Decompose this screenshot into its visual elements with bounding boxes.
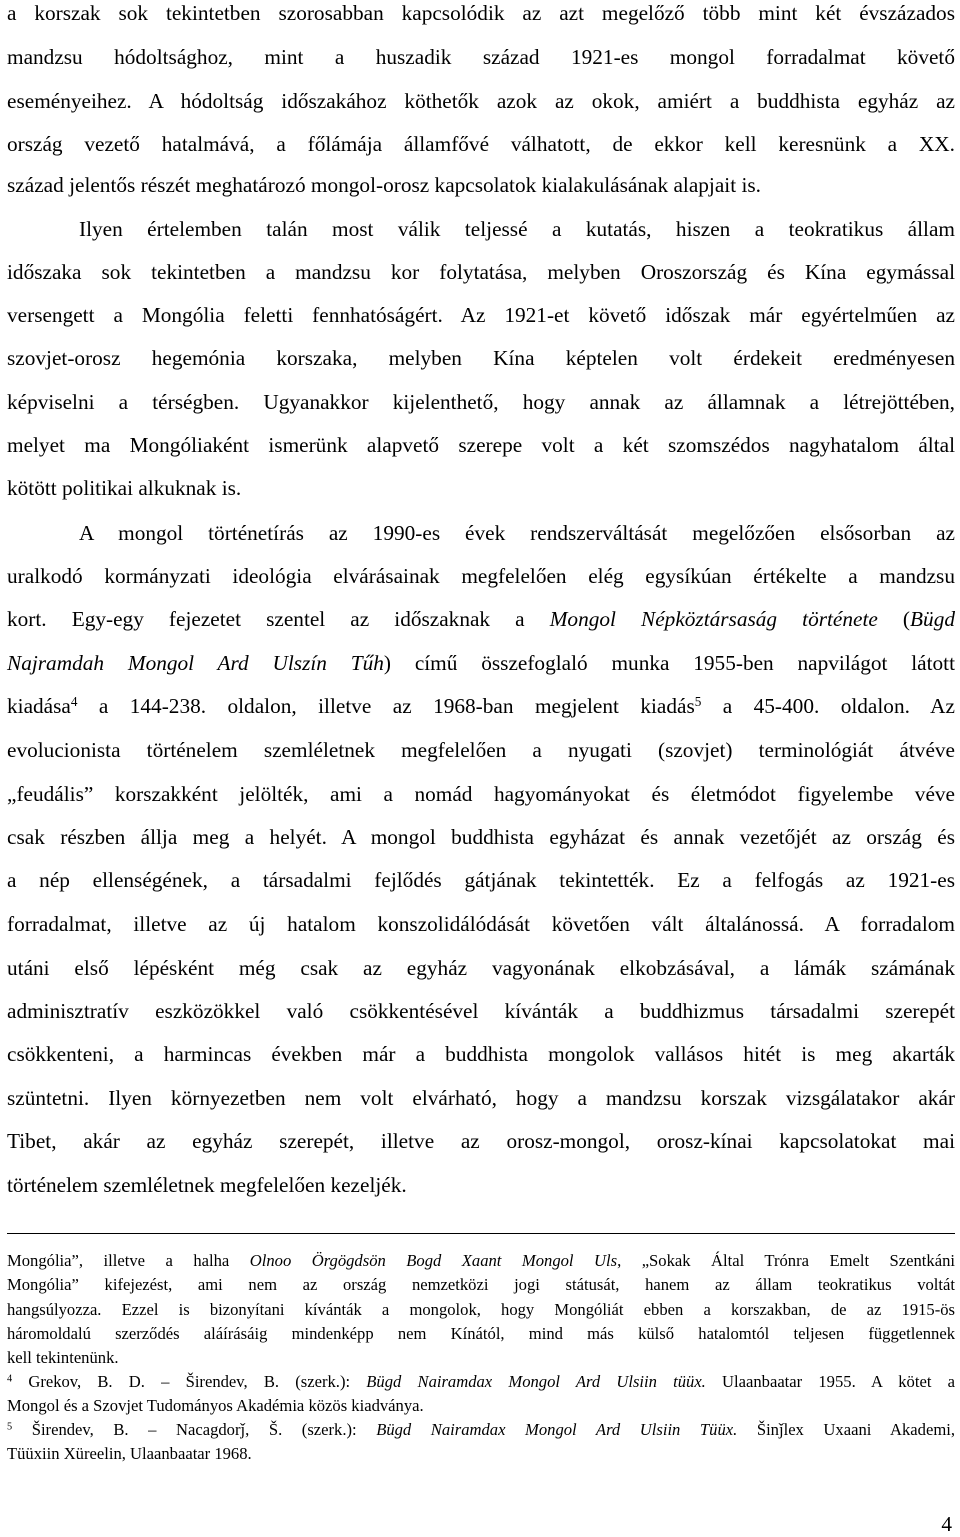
- body-line: csak részben állja meg a helyét. A mongol buddhista egyházat és annak vezetőjét az ország és: [7, 825, 955, 849]
- text-run: Mongólia”, illetve a halha: [7, 1251, 250, 1270]
- body-line: század jelentős részét meghatározó mongol-orosz kapcsolatok kialakulásának alapjait is.: [7, 173, 761, 197]
- footnote-line: Mongol és a Szovjet Tudományos Akadémia közös kiadványa.: [7, 1396, 424, 1415]
- body-line: evolucionista történelem szemléletnek megfelelően a nyugati (szovjet) terminológiát átvéve: [7, 738, 955, 762]
- body-line: Tibet, akár az egyház szerepét, illetve az orosz-mongol, orosz-kínai kapcsolatokat mai: [7, 1129, 955, 1153]
- body-line: mandzsu hódoltsághoz, mint a huszadik század 1921-es mongol forradalmat követő: [7, 45, 955, 69]
- book-title-hungarian: Bügd: [910, 607, 955, 631]
- footnote-number: 4: [7, 1373, 13, 1385]
- footnote-line: Tüüxiin Xüreelin, Ulaanbaatar 1968.: [7, 1444, 252, 1463]
- body-line: szüntetni. Ilyen környezetben nem volt elvárható, hogy a mandzsu korszak vizsgálatakor akár: [7, 1086, 955, 1110]
- body-line: szovjet-orosz hegemónia korszaka, melyben Kína képtelen volt érdekeit eredményesen: [7, 346, 955, 370]
- text-run: Širendev, B. – Nacagdorǰ, Š. (szerk.):: [12, 1420, 377, 1439]
- body-line: melyet ma Mongóliaként ismerünk alapvető szerepe volt a két szomszédos nagyhatalom által: [7, 433, 955, 457]
- footnote-line: háromoldalú szerződés aláírásáig mindenképp nem Kínától, mind más külső hatalomtól teljesen függetlennek: [7, 1324, 955, 1343]
- text-run: a 45-400. oldalon. Az: [701, 694, 955, 718]
- body-line: a korszak sok tekintetben szorosabban kapcsolódik az azt megelőző több mint két évszázados: [7, 1, 955, 25]
- footnote-number: 5: [7, 1421, 13, 1433]
- body-line: eseményeihez. A hódoltság időszakához köthetők azok az okok, amiért a buddhista egyház az: [7, 89, 955, 113]
- body-line: „feudális” korszakként jelölték, ami a nomád hagyományokat és életmódot figyelembe véve: [7, 782, 955, 806]
- mongolian-name: Olnoo Örgögdsön Bogd Xaant Mongol Uls: [249, 1251, 618, 1270]
- body-line: utáni első lépésként még csak az egyház vagyonának elkobzásával, a lámák számának: [7, 956, 955, 980]
- footnote-5: [7, 1420, 955, 1440]
- body-line: időszaka sok tekintetben a mandzsu kor folytatása, melyben Oroszország és Kína egymással: [7, 260, 955, 284]
- footnote-line: hangsúlyozza. Ezzel is bizonyítani kívánták a mongolok, hogy Mongóliát ebben a korszakban, de az 1915-ös: [7, 1300, 955, 1319]
- text-run: , „Sokak Által Trónra Emelt Szentkáni: [617, 1251, 955, 1270]
- text-run: kiadása: [7, 694, 71, 718]
- body-line: A mongol történetírás az 1990-es évek rendszerváltását megelőzően elsősorban az: [79, 521, 955, 545]
- footnote-ref-5[interactable]: 5: [694, 693, 702, 709]
- text-run: Šinǰlex Uxaani Akademi,: [737, 1420, 955, 1439]
- footnote-line: kell tekintenünk.: [7, 1348, 119, 1367]
- body-line: Ilyen értelemben talán most válik teljessé a kutatás, hiszen a teokratikus állam: [79, 217, 955, 241]
- book-title-hungarian: Najramdah Mongol Ard Ulszín Tűh: [7, 651, 384, 675]
- text-run: (: [877, 607, 911, 631]
- body-line: forradalmat, illetve az új hatalom konszolidálódását követően vált általánossá. A forradalom: [7, 912, 955, 936]
- body-line: kötött politikai alkuknak is.: [7, 476, 242, 500]
- book-title: Bügd Nairamdax Mongol Ard Ulsiin Tüüx.: [376, 1420, 738, 1439]
- footnote-separator: [7, 1233, 955, 1234]
- text-run: Grekov, B. D. – Širendev, B. (szerk.):: [12, 1372, 367, 1391]
- body-line: adminisztratív eszközökkel való csökkentésével kívánták a buddhizmus társadalmi szerepét: [7, 999, 955, 1023]
- body-line: [7, 650, 955, 676]
- body-line: csökkenteni, a harmincas években már a buddhista mongolok vallásos hitét is meg akarták: [7, 1042, 955, 1066]
- text-run: a 144-238. oldalon, illetve az 1968-ban megjelent kiadás: [77, 694, 695, 718]
- body-line: [7, 693, 955, 719]
- footnote-line: [7, 1251, 955, 1271]
- book-title: Bügd Nairamdax Mongol Ard Ulsiin tüüx.: [366, 1372, 706, 1391]
- body-line: történelem szemléletnek megfelelően kezeljék.: [7, 1173, 407, 1197]
- text-run: Ulaanbaatar 1955. A kötet a: [705, 1372, 955, 1391]
- body-line: uralkodó kormányzati ideológia elvárásainak megfelelően elég egysíkúan értékelte a mandzsu: [7, 564, 955, 588]
- footnote-ref-4[interactable]: 4: [70, 693, 78, 709]
- page-number: 4: [941, 1512, 952, 1536]
- text-run: ) című összefoglaló munka 1955-ben napvilágot látott: [383, 651, 955, 675]
- body-line: képviselni a térségben. Ugyanakkor kijelenthető, hogy annak az államnak a létrejöttében,: [7, 390, 955, 414]
- footnote-line: Mongólia” kifejezést, ami nem az ország nemzetközi jogi státusát, hanem az állam teokratikus voltát: [7, 1275, 955, 1294]
- text-run: kort. Egy-egy fejezetet szentel az időszaknak a: [7, 607, 550, 631]
- book-title: Mongol Népköztársaság története: [549, 607, 878, 631]
- body-line: versengett a Mongólia feletti fennhatóságért. Az 1921-et követő időszak már egyértelműen az: [7, 303, 955, 327]
- body-line: ország vezető hatalmává, a főlámája államfővé válhatott, de ekkor kell keresnünk a XX.: [7, 132, 955, 156]
- footnote-4: [7, 1372, 955, 1392]
- body-line: a nép ellenségének, a társadalmi fejlődés gátjának tekintették. Ez a felfogás az 1921-es: [7, 868, 955, 892]
- body-line: [7, 606, 955, 632]
